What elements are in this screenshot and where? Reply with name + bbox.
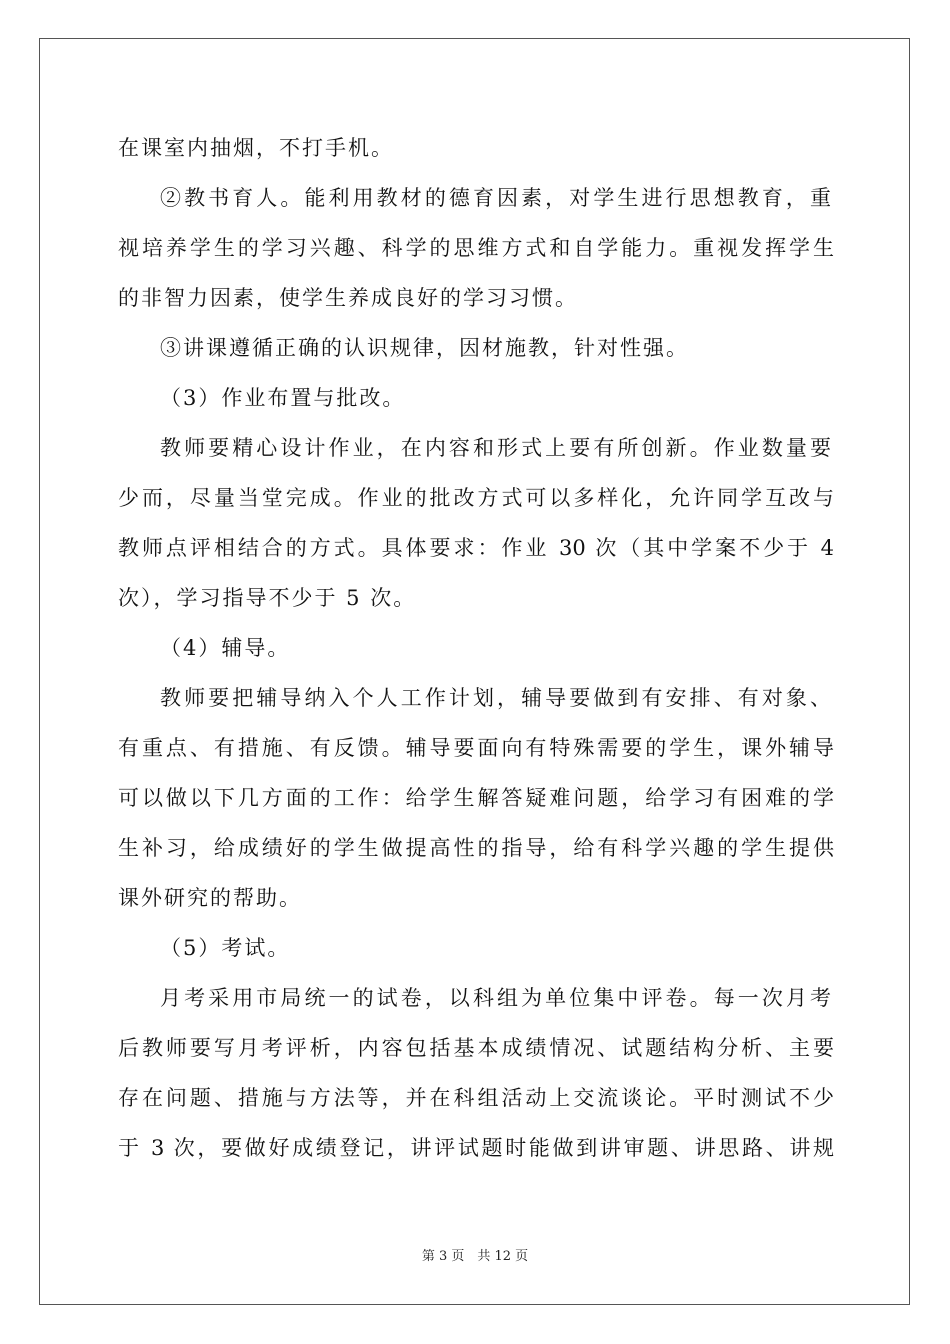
text-line: 生补习，给成绩好的学生做提高性的指导，给有科学兴趣的学生提供 <box>118 836 834 860</box>
section-heading: （5）考试。 <box>160 936 291 960</box>
page-border <box>39 38 910 1305</box>
text-line: ②教书育人。能利用教材的德育因素，对学生进行思想教育，重 <box>160 186 831 210</box>
page-footer: 第 3 页 共 12 页 <box>421 1249 529 1264</box>
text-line: 教师要把辅导纳入个人工作计划，辅导要做到有安排、有对象、 <box>160 686 831 710</box>
text-line: 课外研究的帮助。 <box>118 886 302 910</box>
section-heading: （4）辅导。 <box>160 636 291 660</box>
text-line: 的非智力因素，使学生养成良好的学习习惯。 <box>118 286 578 310</box>
text-line: 少而，尽量当堂完成。作业的批改方式可以多样化，允许同学互改与 <box>118 486 834 510</box>
section-heading: （3）作业布置与批改。 <box>160 386 406 410</box>
text-line: 次），学习指导不少于 5 次。 <box>118 586 417 610</box>
text-line: 视培养学生的学习兴趣、科学的思维方式和自学能力。重视发挥学生 <box>118 236 834 260</box>
text-line: 教师点评相结合的方式。具体要求：作业 30 次（其中学案不少于 4 <box>118 536 834 560</box>
text-line: ③讲课遵循正确的认识规律，因材施教，针对性强。 <box>160 336 689 360</box>
text-line: 在课室内抽烟，不打手机。 <box>118 136 394 160</box>
text-line: 月考采用市局统一的试卷，以科组为单位集中评卷。每一次月考 <box>160 986 831 1010</box>
text-line: 后教师要写月考评析，内容包括基本成绩情况、试题结构分析、主要 <box>118 1036 834 1060</box>
text-line: 存在问题、措施与方法等，并在科组活动上交流谈论。平时测试不少 <box>118 1086 834 1110</box>
text-line: 于 3 次，要做好成绩登记，讲评试题时能做到讲审题、讲思路、讲规 <box>118 1136 834 1160</box>
text-line: 有重点、有措施、有反馈。辅导要面向有特殊需要的学生，课外辅导 <box>118 736 834 760</box>
text-line: 教师要精心设计作业，在内容和形式上要有所创新。作业数量要 <box>160 436 831 460</box>
text-line: 可以做以下几方面的工作：给学生解答疑难问题，给学习有困难的学 <box>118 786 834 810</box>
